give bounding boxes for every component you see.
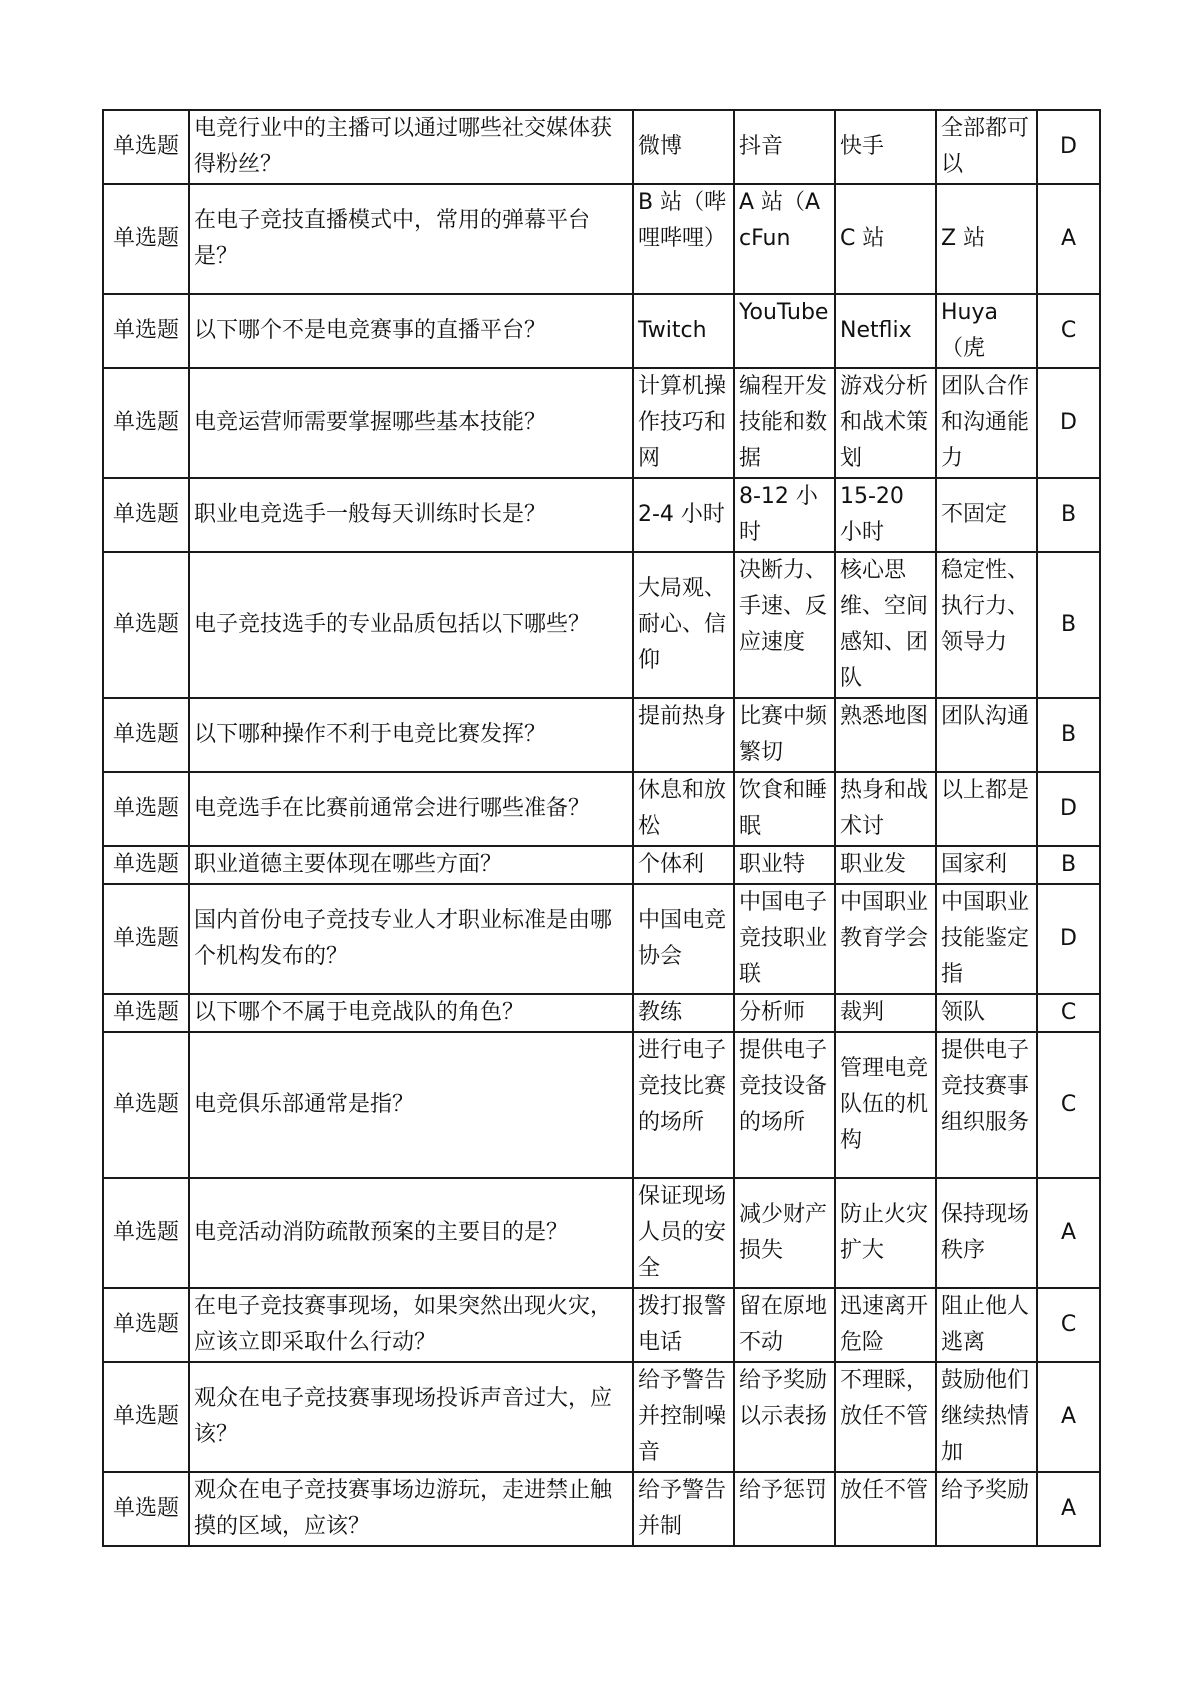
table-row [103, 294, 1100, 368]
option-a-cell: 教练 [633, 994, 734, 1032]
option-d-cell: 提供电子竞技赛事组织服务 [936, 1032, 1037, 1178]
answer-cell: D [1037, 884, 1100, 994]
table-row [103, 994, 1100, 1032]
table-row [103, 1178, 1100, 1288]
question-cell: 国内首份电子竞技专业人才职业标准是由哪个机构发布的？ [189, 884, 633, 994]
question-cell: 电竞活动消防疏散预案的主要目的是？ [189, 1178, 633, 1288]
answer-cell: D [1037, 772, 1100, 846]
option-d-cell: 团队合作和沟通能力 [936, 368, 1037, 478]
option-b-cell: 比赛中频繁切 [734, 698, 835, 772]
option-a-cell: 中国电竞协会 [633, 884, 734, 994]
answer-cell: C [1037, 294, 1100, 368]
table-row [103, 1362, 1100, 1472]
option-c-cell: 职业发 [835, 846, 936, 884]
question-cell: 电竞运营师需要掌握哪些基本技能？ [189, 368, 633, 478]
answer-cell: A [1037, 1362, 1100, 1472]
answer-cell: D [1037, 368, 1100, 478]
option-a-cell: Twitch [633, 294, 734, 368]
question-cell: 电竞俱乐部通常是指？ [189, 1032, 633, 1178]
question-type-cell: 单选题 [103, 368, 189, 478]
option-c-cell: 迅速离开危险 [835, 1288, 936, 1362]
answer-cell: B [1037, 552, 1100, 698]
answer-cell: D [1037, 110, 1100, 184]
option-b-cell: 提供电子竞技设备的场所 [734, 1032, 835, 1178]
question-table [102, 109, 1101, 1547]
question-type-cell: 单选题 [103, 110, 189, 184]
option-d-cell: 全部都可以 [936, 110, 1037, 184]
answer-cell: A [1037, 184, 1100, 294]
question-cell: 以下哪种操作不利于电竞比赛发挥？ [189, 698, 633, 772]
option-b-cell: A 站（AcFun [734, 184, 835, 294]
answer-cell: A [1037, 1178, 1100, 1288]
option-b-cell: 中国电子竞技职业联 [734, 884, 835, 994]
option-a-cell: 计算机操作技巧和网 [633, 368, 734, 478]
option-a-cell: B 站（哔哩哔哩） [633, 184, 734, 294]
table-row [103, 110, 1100, 184]
option-a-cell: 保证现场人员的安全 [633, 1178, 734, 1288]
option-b-cell: 饮食和睡眠 [734, 772, 835, 846]
option-b-cell: 留在原地不动 [734, 1288, 835, 1362]
question-type-cell: 单选题 [103, 846, 189, 884]
table-row [103, 478, 1100, 552]
option-d-cell: 团队沟通 [936, 698, 1037, 772]
table-row [103, 1032, 1100, 1178]
answer-cell: B [1037, 478, 1100, 552]
option-c-cell: 放任不管 [835, 1472, 936, 1546]
table-row [103, 698, 1100, 772]
option-d-cell: 阻止他人逃离 [936, 1288, 1037, 1362]
option-c-cell: 裁判 [835, 994, 936, 1032]
option-c-cell: 中国职业教育学会 [835, 884, 936, 994]
option-d-cell: 保持现场秩序 [936, 1178, 1037, 1288]
answer-cell: B [1037, 846, 1100, 884]
option-a-cell: 拨打报警电话 [633, 1288, 734, 1362]
question-type-cell: 单选题 [103, 1288, 189, 1362]
question-type-cell: 单选题 [103, 884, 189, 994]
option-a-cell: 进行电子竞技比赛的场所 [633, 1032, 734, 1178]
question-cell: 观众在电子竞技赛事场边游玩，走进禁止触摸的区域，应该？ [189, 1472, 633, 1546]
option-d-cell: 以上都是 [936, 772, 1037, 846]
option-a-cell: 给予警告并制 [633, 1472, 734, 1546]
question-cell: 电竞行业中的主播可以通过哪些社交媒体获得粉丝？ [189, 110, 633, 184]
option-d-cell: 国家利 [936, 846, 1037, 884]
option-c-cell: C 站 [835, 184, 936, 294]
table-row [103, 1288, 1100, 1362]
question-type-cell: 单选题 [103, 1472, 189, 1546]
option-c-cell: 15-20 小时 [835, 478, 936, 552]
option-b-cell: 抖音 [734, 110, 835, 184]
table-row [103, 884, 1100, 994]
option-c-cell: 不理睬，放任不管 [835, 1362, 936, 1472]
option-c-cell: Netflix [835, 294, 936, 368]
answer-cell: C [1037, 1032, 1100, 1178]
option-b-cell: 给予奖励以示表扬 [734, 1362, 835, 1472]
option-a-cell: 给予警告并控制噪音 [633, 1362, 734, 1472]
question-type-cell: 单选题 [103, 1362, 189, 1472]
option-a-cell: 休息和放松 [633, 772, 734, 846]
question-type-cell: 单选题 [103, 772, 189, 846]
option-d-cell: Z 站 [936, 184, 1037, 294]
option-b-cell: 8-12 小时 [734, 478, 835, 552]
question-cell: 观众在电子竞技赛事现场投诉声音过大，应该？ [189, 1362, 633, 1472]
option-d-cell: 领队 [936, 994, 1037, 1032]
question-type-cell: 单选题 [103, 294, 189, 368]
option-d-cell: Huya（虎 [936, 294, 1037, 368]
option-d-cell: 中国职业技能鉴定指 [936, 884, 1037, 994]
answer-cell: B [1037, 698, 1100, 772]
option-b-cell: 给予惩罚 [734, 1472, 835, 1546]
option-b-cell: 减少财产损失 [734, 1178, 835, 1288]
option-c-cell: 热身和战术讨 [835, 772, 936, 846]
option-b-cell: 决断力、手速、反应速度 [734, 552, 835, 698]
option-d-cell: 稳定性、执行力、领导力 [936, 552, 1037, 698]
question-cell: 职业道德主要体现在哪些方面？ [189, 846, 633, 884]
table-row [103, 1472, 1100, 1546]
option-c-cell: 防止火灾扩大 [835, 1178, 936, 1288]
option-c-cell: 快手 [835, 110, 936, 184]
question-cell: 在电子竞技赛事现场，如果突然出现火灾，应该立即采取什么行动？ [189, 1288, 633, 1362]
question-cell: 以下哪个不属于电竞战队的角色？ [189, 994, 633, 1032]
option-a-cell: 个体利 [633, 846, 734, 884]
option-a-cell: 提前热身 [633, 698, 734, 772]
table-row [103, 772, 1100, 846]
question-cell: 职业电竞选手一般每天训练时长是？ [189, 478, 633, 552]
answer-cell: C [1037, 994, 1100, 1032]
table-row [103, 368, 1100, 478]
question-type-cell: 单选题 [103, 698, 189, 772]
question-cell: 电竞选手在比赛前通常会进行哪些准备？ [189, 772, 633, 846]
option-b-cell: 分析师 [734, 994, 835, 1032]
question-type-cell: 单选题 [103, 552, 189, 698]
option-c-cell: 熟悉地图 [835, 698, 936, 772]
option-d-cell: 不固定 [936, 478, 1037, 552]
table-row [103, 184, 1100, 294]
answer-cell: A [1037, 1472, 1100, 1546]
option-c-cell: 管理电竞队伍的机构 [835, 1032, 936, 1178]
table-row [103, 846, 1100, 884]
option-b-cell: 职业特 [734, 846, 835, 884]
option-b-cell: 编程开发技能和数据 [734, 368, 835, 478]
option-a-cell: 2-4 小时 [633, 478, 734, 552]
answer-cell: C [1037, 1288, 1100, 1362]
question-type-cell: 单选题 [103, 1032, 189, 1178]
option-c-cell: 游戏分析和战术策划 [835, 368, 936, 478]
question-cell: 以下哪个不是电竞赛事的直播平台？ [189, 294, 633, 368]
question-cell: 在电子竞技直播模式中，常用的弹幕平台是？ [189, 184, 633, 294]
option-c-cell: 核心思维、空间感知、团队 [835, 552, 936, 698]
option-d-cell: 给予奖励 [936, 1472, 1037, 1546]
option-b-cell: YouTube [734, 294, 835, 368]
option-d-cell: 鼓励他们继续热情加 [936, 1362, 1037, 1472]
question-type-cell: 单选题 [103, 994, 189, 1032]
question-cell: 电子竞技选手的专业品质包括以下哪些？ [189, 552, 633, 698]
question-type-cell: 单选题 [103, 1178, 189, 1288]
option-a-cell: 大局观、耐心、信仰 [633, 552, 734, 698]
option-a-cell: 微博 [633, 110, 734, 184]
question-type-cell: 单选题 [103, 184, 189, 294]
question-type-cell: 单选题 [103, 478, 189, 552]
table-row [103, 552, 1100, 698]
